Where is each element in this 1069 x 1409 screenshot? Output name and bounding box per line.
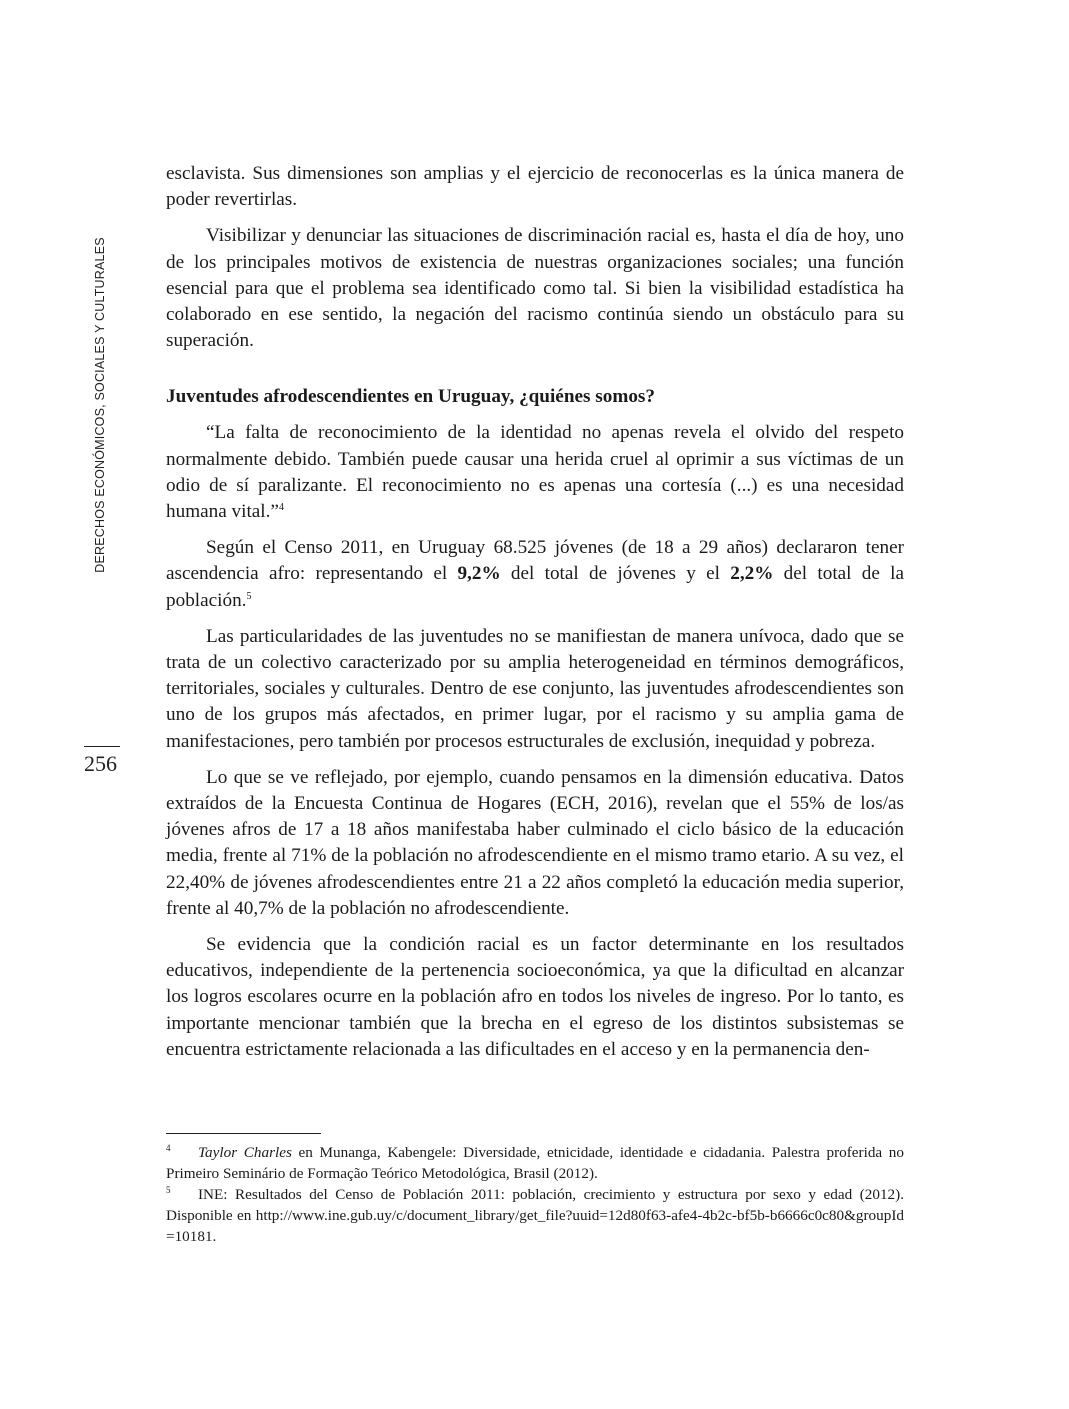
paragraph-5: Las particularidades de las juventudes no se manifiestan de manera unívoca, dado que se trata de un colectivo caracterizado por su amplia heterogeneidad en términos demográficos, territoriales, sociales y culturales. Dentro de ese conjunto, las juventudes afrodescendientes son uno de los grupos más afectados, en primer lugar, por el racismo y su amplia gama de manifestaciones, pero también por procesos estructurales de exclusión, inequidad y pobreza. (166, 625, 904, 752)
stat-population-share: 2,2% (730, 563, 774, 585)
paragraph-1: esclavista. Sus dimensiones son amplias y el ejercicio de reconocerlas es la única manera de poder revertirlas. (166, 163, 904, 211)
footnote-5: 5 INE: Resultados del Censo de Población 2011: población, crecimiento y estructura por sexo y edad (2012). Disponible en http://www.ine.gub.uy/c/document_library/get_file?uuid=12d80f63-afe4-4b2c-bf5b-b6666c0c80&groupId=10181. (166, 1185, 904, 1245)
footnote-5-end: . (212, 1228, 217, 1245)
p4-text-e: del total de la población. (166, 563, 904, 611)
page-number: 256 (84, 746, 120, 777)
paragraph-6: Lo que se ve reflejado, por ejemplo, cuando pensamos en la dimensión educativa. Datos extraídos de la Encuesta Continua de Hogares (ECH, 2016), revelan que el 55% de los/as jóvenes afros de 17 a 18 años manifestaba haber culminado el ciclo básico de la educación media, frente al 71% de la población no afrodescendiente en el mismo tramo etario. A su vez, el 22,40% de jóvenes afrodescendientes entre 21 a 22 años completó la educación media superior, frente al 40,7% de la población no afrodescendiente. (166, 766, 904, 919)
footnote-5-link[interactable]: http://www.ine.gub.uy/c/document_library/get_file?uuid=12d80f63-afe4-4b2c-bf5b-b6666c0c80&groupId=10181 (166, 1207, 904, 1245)
footnotes (166, 1142, 904, 1247)
paragraph-7: Se evidencia que la condición racial es un factor determinante en los resultados educativos, independiente de la pertenencia socioeconómica, ya que la dificultad en alcanzar los logros escolares ocurre en la población afro en todos los niveles de ingreso. Por lo tanto, es importante mencionar también que la brecha en el egreso de los distintos subsistemas se encuentra estrictamente relacionada a las dificultades en el acceso y en la permanencia den- (166, 934, 904, 1060)
paragraph-4 (166, 535, 904, 614)
p4-text-c: del total de jóvenes y el (500, 563, 731, 585)
footnote-5-text: INE: Resultados del Censo de Población 2011: población, crecimiento y estructura por sexo y edad (2012). Disponible en (166, 1186, 904, 1224)
main-text (166, 161, 904, 1063)
quote-text: “La falta de reconocimiento de la identidad no apenas revela el olvido del respeto normalmente debido. También puede causar una herida cruel al oprimir a sus víctimas de un odio de sí paralizante. El reconocimiento no es apenas una cortesía (...) es una necesidad humana vital.” (166, 422, 904, 523)
footnote-ref-4[interactable]: 4 (278, 502, 284, 514)
section-heading: Juventudes afrodescendientes en Uruguay, ¿quiénes somos? (166, 386, 655, 408)
stat-youth-share: 9,2% (457, 563, 501, 585)
side-title-text: DERECHOS ECONÓMICOS, SOCIALES Y CULTURALES (93, 237, 107, 573)
footnote-4-text: en Munanga, Kabengele: Diversidade, etnicidade, identidade e cidadania. Palestra proferida no Primeiro Seminário de Formação Teórico Metodológica, Brasil (2012). (166, 1144, 904, 1182)
p4-text-a: Según el Censo 2011, en Uruguay 68.525 jóvenes (de 18 a 29 años) declararon tener ascendencia afro: representando el (166, 537, 904, 585)
paragraph-2: Visibilizar y denunciar las situaciones de discriminación racial es, hasta el día de hoy, uno de los principales motivos de existencia de nuestras organizaciones sociales; una función esencial para que el problema sea identificado como tal. Si bien la visibilidad estadística ha colaborado en ese sentido, la negación del racismo continúa siendo un obstáculo para su superación. (166, 225, 904, 352)
footnote-ref-5[interactable]: 5 (246, 590, 252, 602)
paragraph-3-quote (166, 420, 904, 525)
footnote-separator (166, 1133, 321, 1134)
footnote-4-author: Taylor Charles (198, 1144, 292, 1161)
footnote-4: 4 Taylor Charles en Munanga, Kabengele: Diversidade, etnicidade, identidade e cidadania. Palestra proferida no Primeiro Seminário de Formação Teórico Metodológica, Brasil (2012). (166, 1143, 904, 1182)
